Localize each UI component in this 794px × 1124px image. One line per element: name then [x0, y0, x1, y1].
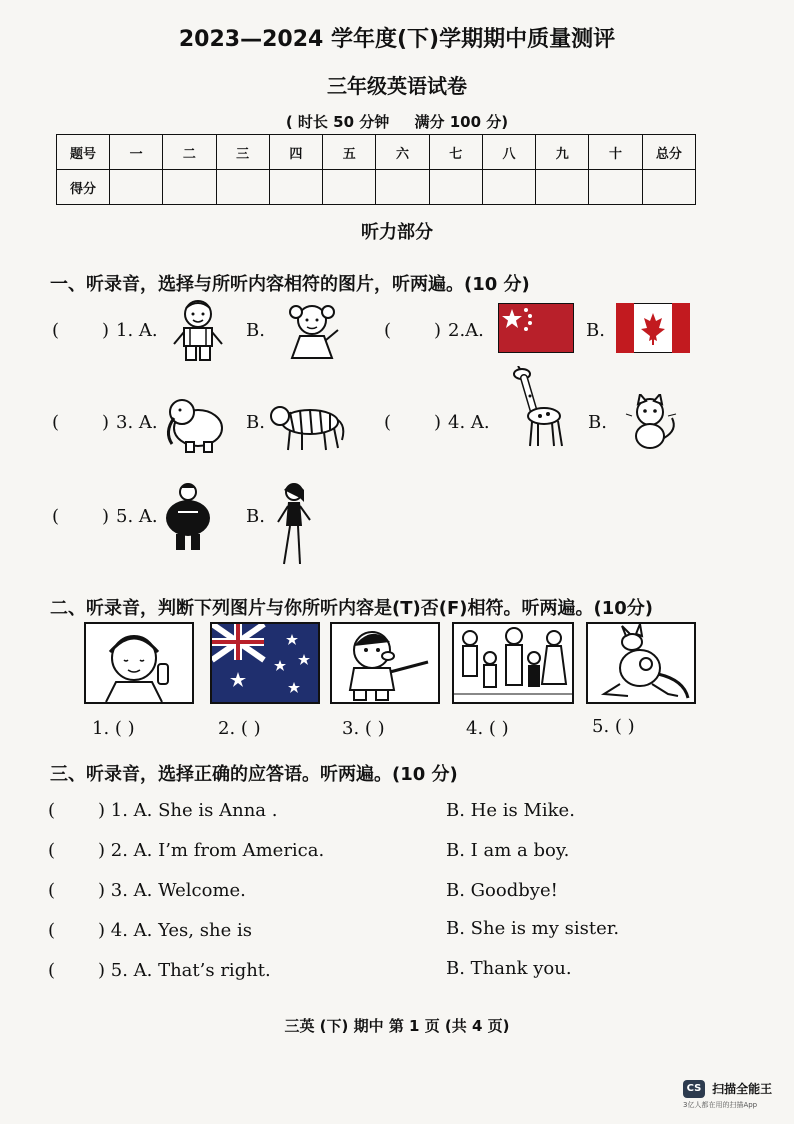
exam-duration [0, 111, 794, 132]
score-col: 十 [589, 135, 642, 170]
tiger-picture [268, 396, 346, 454]
s3-q2-option-a: ) 2. A. I’m from America. [98, 840, 325, 861]
s2-answer-5[interactable]: 5. ( ) [592, 716, 635, 737]
s1-q2-option-b: B. [586, 320, 605, 341]
thin-person-picture [270, 482, 318, 568]
answer-paren-close: ) [434, 412, 442, 433]
score-col: 二 [163, 135, 216, 170]
answer-paren-open: ( [52, 506, 60, 527]
answer-paren-open: ( [48, 840, 56, 861]
s2-picture-1-talking-girl [84, 622, 194, 704]
answer-paren-open: ( [48, 800, 56, 821]
answer-paren-open: ( [384, 320, 392, 341]
giraffe-picture [508, 366, 568, 450]
girl-picture [282, 300, 344, 364]
full-score-text: 满分 100 分) [414, 113, 509, 131]
s1-q5-label: 5. A. [116, 506, 158, 527]
score-col: 七 [429, 135, 482, 170]
s1-q2-label: 2.A. [448, 320, 484, 341]
s2-picture-4-family [452, 622, 574, 704]
answer-paren-open: ( [384, 412, 392, 433]
section3-title: 三、听录音，选择正确的应答语。听两遍。(10 分) [50, 764, 458, 785]
section1-title: 一、听录音，选择与所听内容相符的图片，听两遍。(10 分) [50, 274, 530, 295]
fat-person-picture [160, 482, 216, 554]
s2-answer-2[interactable]: 2. ( ) [218, 718, 261, 739]
s1-q5-option-b: B. [246, 506, 265, 527]
s3-q2-option-b: B. I am a boy. [446, 840, 570, 861]
s3-q3-option-a: ) 3. A. Welcome. [98, 880, 246, 901]
score-col-total: 总分 [642, 135, 695, 170]
score-table-header-label: 题号 [57, 135, 110, 170]
answer-paren-close: ) [434, 320, 442, 341]
score-table [56, 134, 696, 205]
exam-title: 2023—2024 学年度(下)学期期中质量测评 [178, 27, 616, 52]
score-cell[interactable] [269, 170, 322, 205]
s2-answer-4[interactable]: 4. ( ) [466, 718, 509, 739]
s1-q3-option-b: B. [246, 412, 265, 433]
s1-q1-label: 1. A. [116, 320, 158, 341]
answer-paren-open: ( [52, 412, 60, 433]
family-picture [454, 624, 572, 702]
score-col: 四 [269, 135, 322, 170]
cat-picture [624, 394, 680, 452]
score-cell[interactable] [376, 170, 429, 205]
brand-name: 扫描全能王 [712, 1082, 773, 1096]
listening-section-title: 听力部分 [361, 222, 433, 243]
score-cell[interactable] [163, 170, 216, 205]
score-cell[interactable] [536, 170, 589, 205]
talking-girl-picture [86, 624, 192, 702]
s2-picture-5-kangaroo [586, 622, 696, 704]
score-col: 九 [536, 135, 589, 170]
s3-q4-option-b: B. She is my sister. [446, 918, 620, 939]
s2-answer-3[interactable]: 3. ( ) [342, 718, 385, 739]
scanner-watermark [683, 1078, 788, 1110]
score-cell[interactable] [110, 170, 163, 205]
answer-paren-close: ) [102, 412, 110, 433]
score-cell[interactable] [429, 170, 482, 205]
camscanner-logo-icon: CS [683, 1080, 705, 1098]
duration-text: ( 时长 50 分钟 [285, 113, 390, 131]
s3-q3-option-b: B. Goodbye! [446, 880, 558, 901]
score-col: 八 [482, 135, 535, 170]
s2-picture-3-pointing-boy [330, 622, 440, 704]
answer-paren-open: ( [48, 960, 56, 981]
s3-q5-option-a: ) 5. A. That’s right. [98, 960, 271, 981]
exam-subtitle: 三年级英语试卷 [327, 74, 467, 98]
answer-paren-open: ( [48, 880, 56, 901]
australia-flag-picture [212, 624, 318, 702]
kangaroo-picture [588, 624, 694, 702]
s3-q4-option-a: ) 4. A. Yes, she is [98, 920, 252, 941]
answer-paren-open: ( [48, 920, 56, 941]
s1-q4-label: 4. A. [448, 412, 490, 433]
s3-q5-option-b: B. Thank you. [446, 958, 572, 979]
score-col: 六 [376, 135, 429, 170]
score-table-row-numbers [57, 135, 696, 170]
score-col: 三 [216, 135, 269, 170]
score-cell[interactable] [482, 170, 535, 205]
answer-paren-close: ) [102, 320, 110, 341]
s1-q4-option-b: B. [588, 412, 607, 433]
page-footer: 三英 (下) 期中 第 1 页 (共 4 页) [284, 1017, 510, 1035]
s2-answer-1[interactable]: 1. ( ) [92, 718, 135, 739]
score-col: 一 [110, 135, 163, 170]
score-cell[interactable] [589, 170, 642, 205]
s3-q1-option-b: B. He is Mike. [446, 800, 575, 821]
china-flag-picture [498, 303, 574, 353]
score-table-row-scores [57, 170, 696, 205]
boy-picture [166, 298, 230, 364]
answer-paren-close: ) [102, 506, 110, 527]
brand-tagline: 3亿人都在用的扫描App [683, 1100, 758, 1109]
score-table-score-label: 得分 [57, 170, 110, 205]
score-cell[interactable] [642, 170, 695, 205]
s2-picture-2-australia-flag [210, 622, 320, 704]
score-cell[interactable] [216, 170, 269, 205]
elephant-picture [162, 392, 232, 456]
score-col: 五 [323, 135, 376, 170]
answer-paren-open: ( [52, 320, 60, 341]
score-cell[interactable] [323, 170, 376, 205]
s1-q1-option-b: B. [246, 320, 265, 341]
section2-title: 二、听录音，判断下列图片与你所听内容是(T)否(F)相符。听两遍。(10分) [50, 598, 653, 619]
s1-q3-label: 3. A. [116, 412, 158, 433]
canada-flag-picture [616, 303, 690, 353]
pointing-boy-picture [332, 624, 438, 702]
s3-q1-option-a: ) 1. A. She is Anna . [98, 800, 278, 821]
